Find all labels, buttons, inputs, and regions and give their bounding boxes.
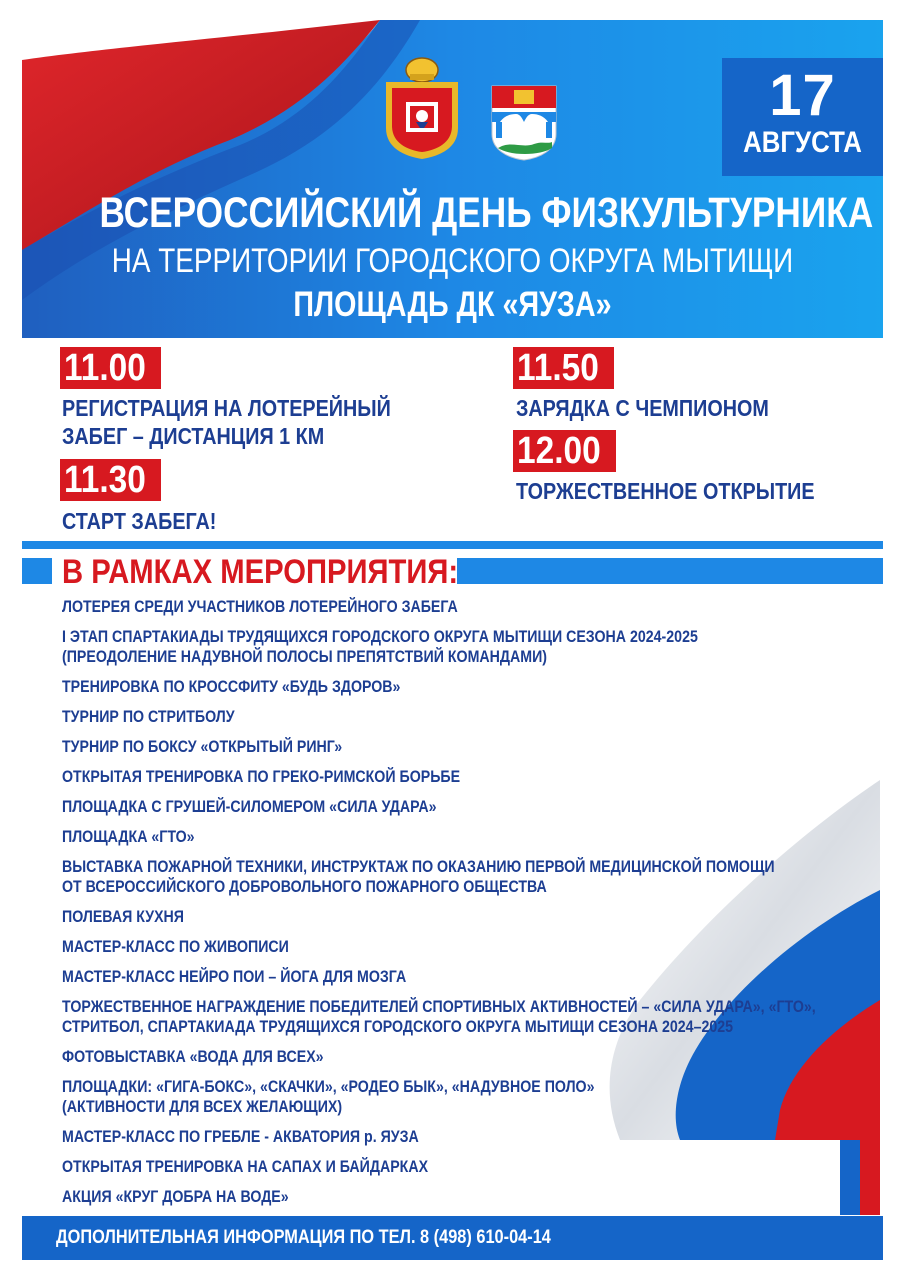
schedule-time-badge: 12.00 [513, 430, 616, 472]
schedule-item-text: ЗАБЕГ – ДИСТАНЦИЯ 1 КМ [62, 423, 325, 449]
activity-item: ПЛОЩАДКА С ГРУШЕЙ-СИЛОМЕРОМ «СИЛА УДАРА» [62, 798, 437, 816]
date-month: АВГУСТА [743, 126, 862, 159]
activities-title: В РАМКАХ МЕРОПРИЯТИЯ: [62, 553, 459, 591]
footer-phone-info: ДОПОЛНИТЕЛЬНАЯ ИНФОРМАЦИЯ ПО ТЕЛ. 8 (498) 610-04-14 [56, 1227, 551, 1248]
event-title: ВСЕРОССИЙСКИЙ ДЕНЬ ФИЗКУЛЬТУРНИКА [99, 189, 874, 237]
activity-item: ТРЕНИРОВКА ПО КРОССФИТУ «БУДЬ ЗДОРОВ» [62, 678, 401, 696]
section-divider [22, 541, 883, 549]
schedule-item-text: СТАРТ ЗАБЕГА! [62, 508, 217, 534]
date-day: 17 [769, 63, 836, 128]
schedule-item-text: ЗАРЯДКА С ЧЕМПИОНОМ [516, 395, 769, 421]
activity-item: ТОРЖЕСТВЕННОЕ НАГРАЖДЕНИЕ ПОБЕДИТЕЛЕЙ СПОРТИВНЫХ АКТИВНОСТЕЙ – «СИЛА УДАРА», «ГТО», [62, 998, 816, 1016]
schedule-time-badge: 11.50 [513, 347, 614, 389]
activity-item: АКЦИЯ «КРУГ ДОБРА НА ВОДЕ» [62, 1188, 289, 1206]
activity-item: ЛОТЕРЕЯ СРЕДИ УЧАСТНИКОВ ЛОТЕРЕЙНОГО ЗАБЕГА [62, 598, 458, 616]
mytishchi-coat-of-arms-icon [488, 82, 560, 162]
activity-item: ВЫСТАВКА ПОЖАРНОЙ ТЕХНИКИ, ИНСТРУКТАЖ ПО ОКАЗАНИЮ ПЕРВОЙ МЕДИЦИНСКОЙ ПОМОЩИ [62, 858, 775, 876]
activity-item: МАСТЕР-КЛАСС НЕЙРО ПОИ – ЙОГА ДЛЯ МОЗГА [62, 968, 407, 986]
activity-item: ОТКРЫТАЯ ТРЕНИРОВКА ПО ГРЕКО-РИМСКОЙ БОРЬБЕ [62, 768, 461, 786]
activity-item: (ПРЕОДОЛЕНИЕ НАДУВНОЙ ПОЛОСЫ ПРЕПЯТСТВИЙ КОМАНДАМИ) [62, 648, 547, 666]
date-badge [722, 58, 883, 176]
activity-item: ПЛОЩАДКА «ГТО» [62, 828, 195, 846]
activity-item: (АКТИВНОСТИ ДЛЯ ВСЕХ ЖЕЛАЮЩИХ) [62, 1098, 343, 1116]
activity-item: МАСТЕР-КЛАСС ПО ГРЕБЛЕ - АКВАТОРИЯ р. ЯУЗА [62, 1128, 419, 1146]
moscow-oblast-coat-of-arms-icon [380, 56, 464, 160]
activity-item: ОТКРЫТАЯ ТРЕНИРОВКА НА САПАХ И БАЙДАРКАХ [62, 1158, 429, 1176]
activity-item: I ЭТАП СПАРТАКИАДЫ ТРУДЯЩИХСЯ ГОРОДСКОГО ОКРУГА МЫТИЩИ СЕЗОНА 2024-2025 [62, 628, 698, 646]
schedule-item-text: РЕГИСТРАЦИЯ НА ЛОТЕРЕЙНЫЙ [62, 395, 391, 421]
activity-item: ПОЛЕВАЯ КУХНЯ [62, 908, 184, 926]
activity-item: СТРИТБОЛ, СПАРТАКИАДА ТРУДЯЩИХСЯ ГОРОДСКОГО ОКРУГА МЫТИЩИ СЕЗОНА 2024–2025 [62, 1018, 734, 1036]
schedule-time-badge: 11.30 [60, 459, 161, 501]
activity-item: ТУРНИР ПО БОКСУ «ОТКРЫТЫЙ РИНГ» [62, 738, 343, 756]
event-place: ПЛОЩАДЬ ДК «ЯУЗА» [293, 285, 612, 324]
activity-item: ОТ ВСЕРОССИЙСКОГО ДОБРОВОЛЬНОГО ПОЖАРНОГО ОБЩЕСТВА [62, 878, 547, 896]
schedule-item-text: ТОРЖЕСТВЕННОЕ ОТКРЫТИЕ [516, 478, 815, 504]
event-subtitle: НА ТЕРРИТОРИИ ГОРОДСКОГО ОКРУГА МЫТИЩИ [111, 242, 794, 280]
activity-item: ПЛОЩАДКИ: «ГИГА-БОКС», «СКАЧКИ», «РОДЕО БЫК», «НАДУВНОЕ ПОЛО» [62, 1078, 595, 1096]
activity-item: ФОТОВЫСТАВКА «ВОДА ДЛЯ ВСЕХ» [62, 1048, 324, 1066]
activity-item: ТУРНИР ПО СТРИТБОЛУ [62, 708, 235, 726]
activity-item: МАСТЕР-КЛАСС ПО ЖИВОПИСИ [62, 938, 289, 956]
schedule-time-badge: 11.00 [60, 347, 161, 389]
